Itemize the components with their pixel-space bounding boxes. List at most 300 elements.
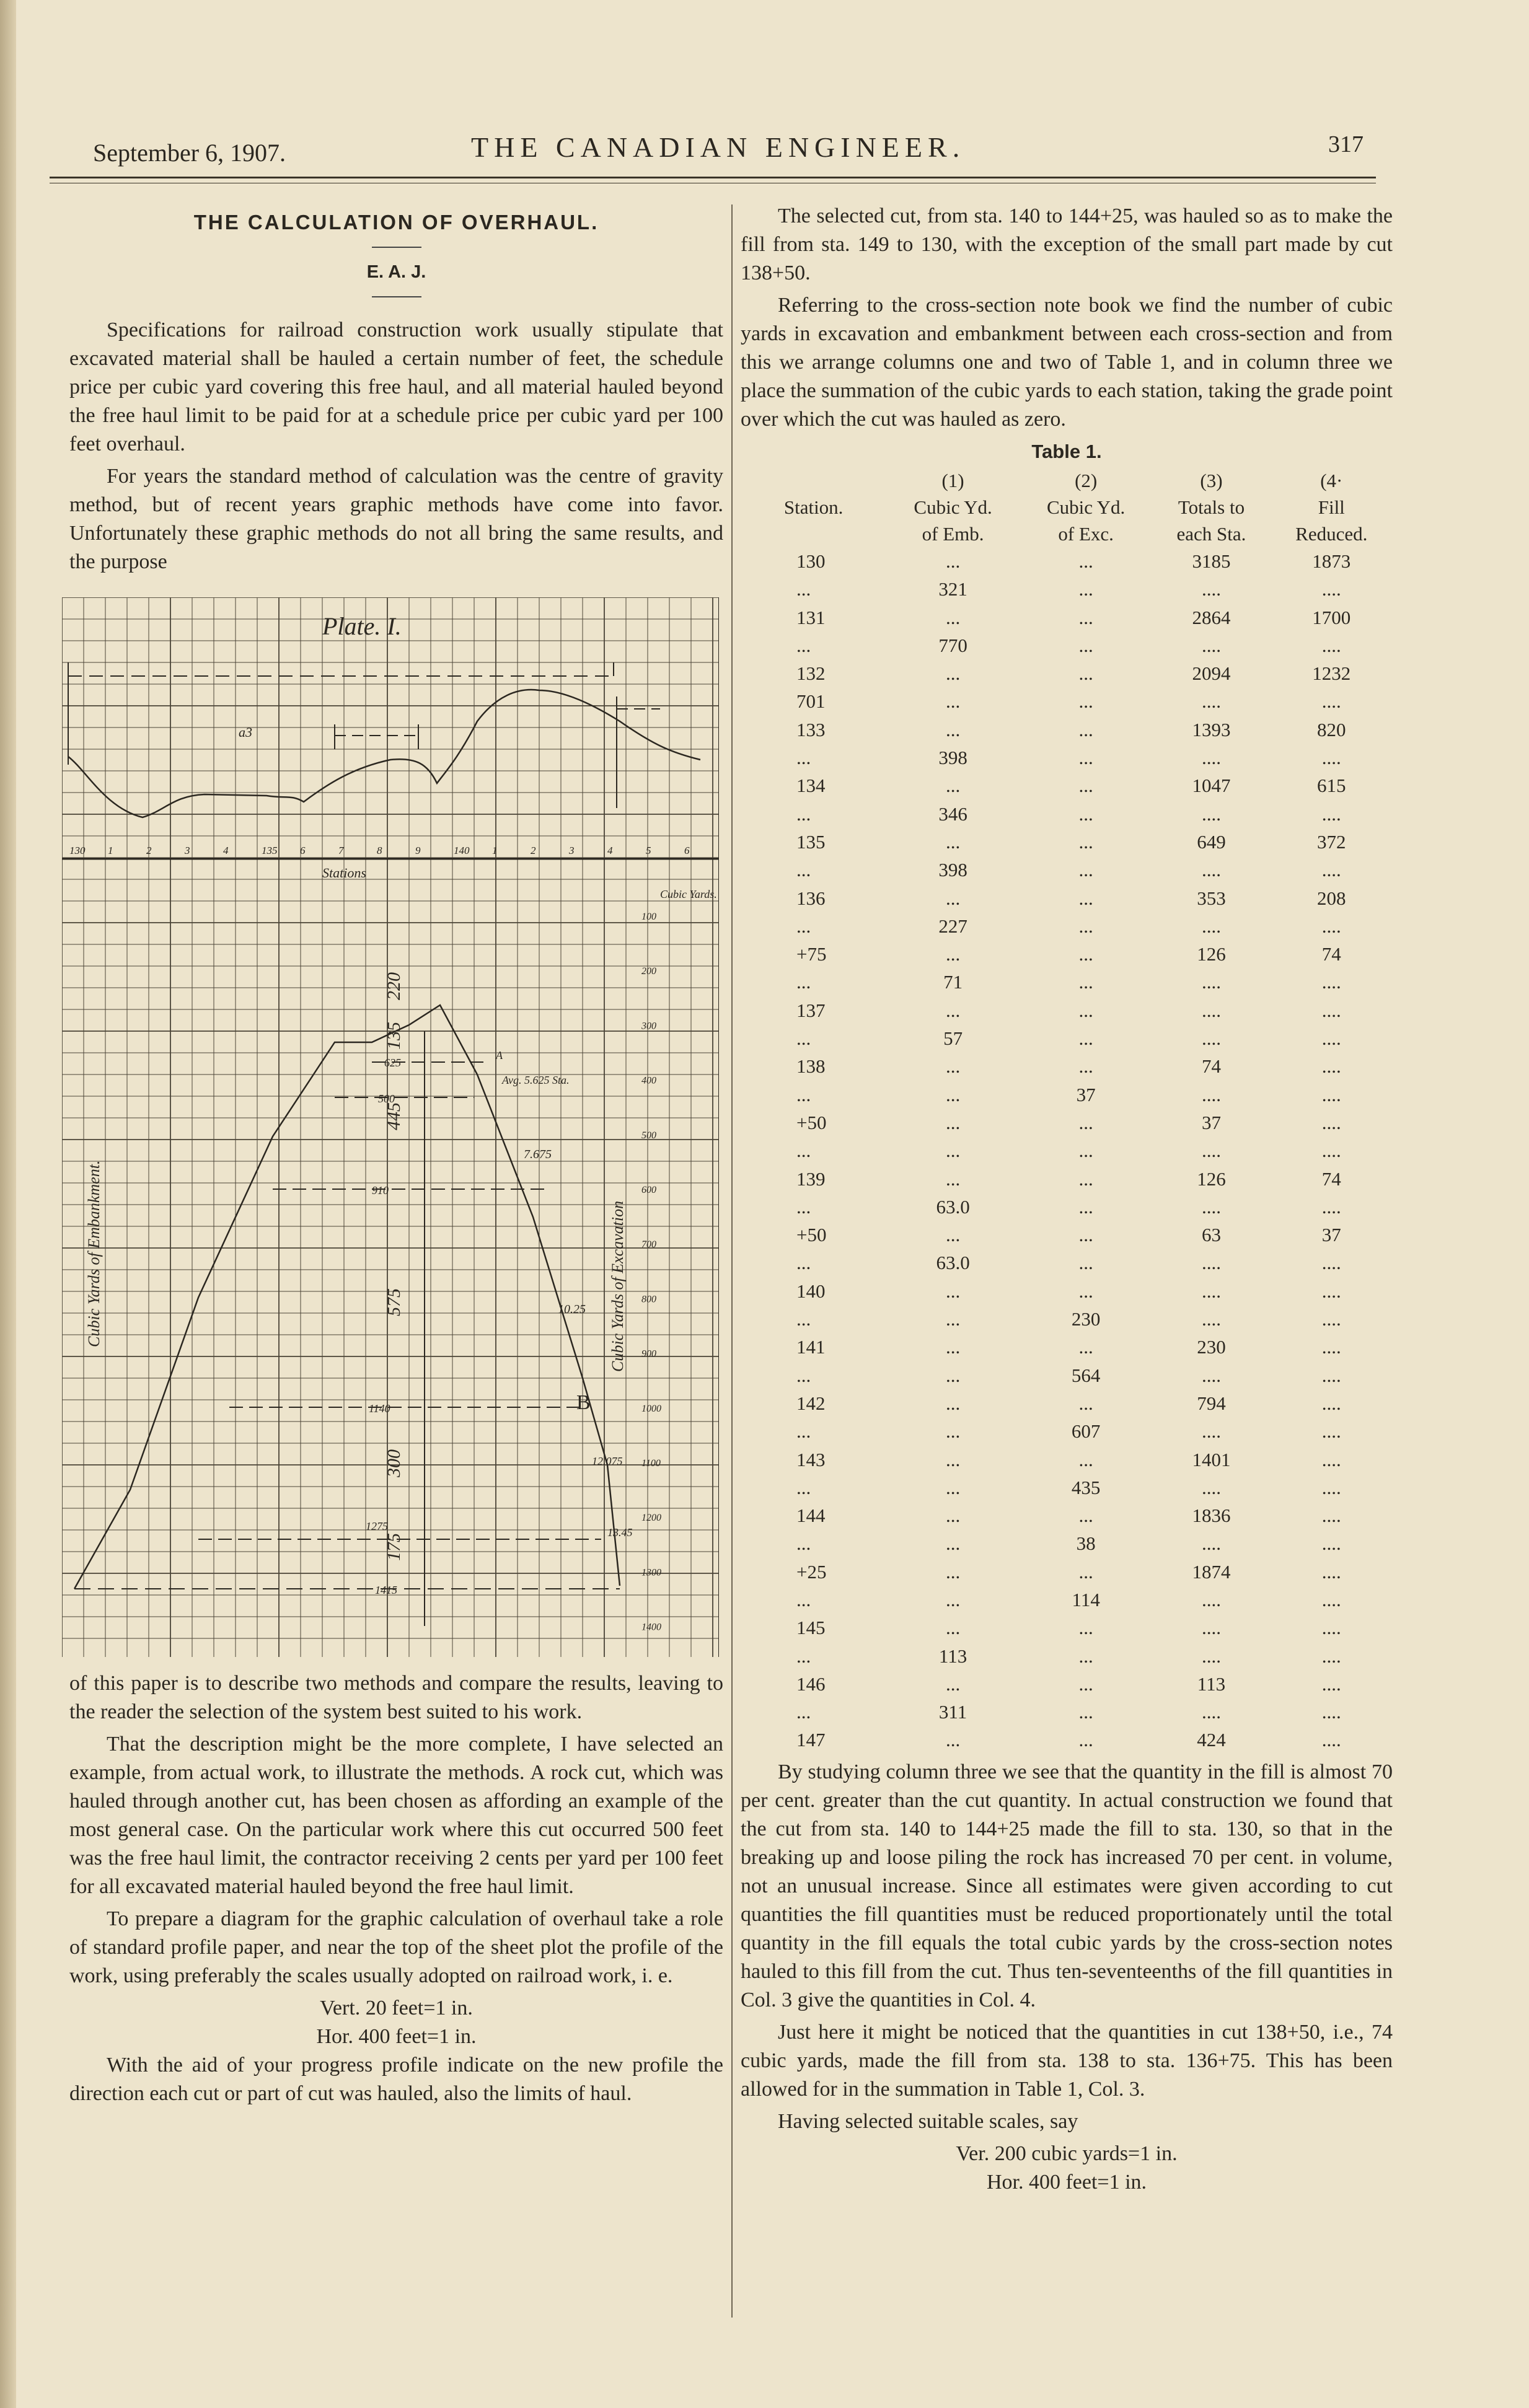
table-row xyxy=(741,1277,1393,1305)
station-cell: 140 xyxy=(796,1280,826,1302)
value-cell: 208 xyxy=(1317,887,1346,909)
station-tick-label: 140 xyxy=(454,845,470,856)
table-row xyxy=(741,547,1393,575)
scale-tick-label: 1300 xyxy=(641,1567,661,1578)
value-cell: ... xyxy=(1078,830,1093,853)
value-cell: .... xyxy=(1321,747,1341,769)
value-cell: .... xyxy=(1201,1195,1221,1218)
paragraph: Having selected suitable scales, say xyxy=(778,2109,1078,2133)
value-cell: ... xyxy=(945,1617,961,1639)
value-cell: 820 xyxy=(1317,718,1346,740)
value-cell: .... xyxy=(1201,1083,1221,1105)
table-row xyxy=(741,1109,1393,1136)
value-cell: 1401 xyxy=(1192,1448,1231,1470)
value-cell: ... xyxy=(1078,690,1093,713)
station-cell: 132 xyxy=(796,662,826,685)
value-cell: .... xyxy=(1201,1588,1221,1610)
station-cell: ... xyxy=(796,578,811,600)
value-cell: 74 xyxy=(1201,1055,1221,1078)
station-cell: 145 xyxy=(796,1617,826,1639)
paragraph: Referring to the cross-section note book we find the number of cubic yards in excavation and embankment between each cross-section and from this we arrange columns one and two of Table 1, and in column three we place the summation of the cubic yards to each station, taking the grade point over which the cut was hauled as zero. xyxy=(741,294,1393,431)
station-cell: ... xyxy=(796,1420,811,1443)
header-rule-top xyxy=(50,177,1376,178)
value-cell: 37 xyxy=(1076,1083,1096,1105)
table-row xyxy=(741,1249,1393,1277)
value-cell: ... xyxy=(945,550,961,572)
table-row xyxy=(741,1417,1393,1445)
value-cell: .... xyxy=(1321,690,1341,713)
value-cell: .... xyxy=(1201,1532,1221,1555)
station-cell: ... xyxy=(796,1027,811,1050)
value-cell: ... xyxy=(1078,747,1093,769)
table-header-row-1 xyxy=(741,494,1393,521)
value-cell: 794 xyxy=(1197,1392,1226,1414)
table-row xyxy=(741,1361,1393,1389)
table-row xyxy=(741,1193,1393,1221)
station-tick-label: 1 xyxy=(492,845,498,856)
value-cell: .... xyxy=(1321,915,1341,937)
scale-tick-label: 1200 xyxy=(641,1513,661,1524)
value-cell: 607 xyxy=(1071,1420,1101,1443)
value-cell: ... xyxy=(945,1505,961,1527)
table-row xyxy=(741,828,1393,856)
value-cell: 126 xyxy=(1197,1167,1226,1190)
station-tick-label: 6 xyxy=(300,845,306,856)
scale-tick-label: 200 xyxy=(641,966,656,977)
station-cell: +25 xyxy=(796,1560,827,1583)
value-cell: ... xyxy=(1078,1701,1093,1723)
scale-horizontal-right: Hor. 400 feet=1 in. xyxy=(986,2170,1147,2194)
column-header: of Exc. xyxy=(1058,523,1114,545)
val-12075-label: 12.075 xyxy=(592,1455,623,1467)
table-row xyxy=(741,1221,1393,1249)
value-cell: .... xyxy=(1201,1701,1221,1723)
plate-label: Plate. I. xyxy=(322,612,402,640)
station-cell: +75 xyxy=(796,943,827,965)
station-cell: 146 xyxy=(796,1672,826,1695)
column-number xyxy=(741,467,886,494)
table-row xyxy=(741,1501,1393,1529)
station-cell: 141 xyxy=(796,1336,826,1358)
station-cell: 701 xyxy=(796,690,826,713)
value-cell: 1836 xyxy=(1192,1505,1231,1527)
value-cell: .... xyxy=(1201,1252,1221,1274)
value-cell: ... xyxy=(1078,1336,1093,1358)
station-tick-label: 3 xyxy=(569,845,575,856)
value-220: 220 xyxy=(384,972,404,1000)
value-cell: ... xyxy=(1078,1645,1093,1667)
station-tick-label: 8 xyxy=(377,845,382,856)
station-cell: 131 xyxy=(796,606,826,628)
val-1025-label: 10.25 xyxy=(558,1303,586,1316)
line-500-label: 500 xyxy=(378,1092,395,1105)
value-cell: 63 xyxy=(1201,1224,1221,1246)
page-gutter xyxy=(0,0,16,2408)
table-row xyxy=(741,1081,1393,1109)
value-445: 445 xyxy=(384,1102,404,1130)
value-cell: 38 xyxy=(1076,1532,1096,1555)
station-tick-label: 5 xyxy=(646,845,651,856)
value-cell: .... xyxy=(1321,1308,1341,1330)
table-row xyxy=(741,1052,1393,1080)
article-title: THE CALCULATION OF OVERHAUL. xyxy=(193,211,599,234)
table-row xyxy=(741,1614,1393,1641)
value-cell: ... xyxy=(945,887,961,909)
a3-label: a3 xyxy=(239,724,252,740)
line-910-label: 910 xyxy=(372,1184,389,1197)
table-row xyxy=(741,1726,1393,1754)
station-cell: ... xyxy=(796,1252,811,1274)
table-body xyxy=(741,547,1393,1754)
left-axis-label: Cubic Yards of Embankment. xyxy=(85,1160,103,1347)
value-cell: 770 xyxy=(938,634,967,656)
value-cell: .... xyxy=(1321,1195,1341,1218)
value-cell: ... xyxy=(945,718,961,740)
table-row xyxy=(741,1670,1393,1698)
avg-label: Avg. 5.625 Sta. xyxy=(502,1074,570,1086)
value-cell: .... xyxy=(1321,1055,1341,1078)
value-cell: ... xyxy=(945,1364,961,1386)
value-cell: ... xyxy=(1078,1617,1093,1639)
scale-tick-label: 500 xyxy=(641,1130,656,1141)
column-header: each Sta. xyxy=(1176,523,1246,545)
value-cell: .... xyxy=(1321,578,1341,600)
right-axis-label: Cubic Yards of Excavation xyxy=(609,1200,627,1372)
table-row xyxy=(741,1474,1393,1501)
value-cell: ... xyxy=(1078,943,1093,965)
station-cell: ... xyxy=(796,1476,811,1498)
scale-tick-label: 1000 xyxy=(641,1403,661,1414)
value-cell: .... xyxy=(1321,1645,1341,1667)
value-cell: ... xyxy=(945,1588,961,1610)
value-cell: ... xyxy=(1078,718,1093,740)
point-b-label: B xyxy=(576,1391,591,1414)
table-row xyxy=(741,968,1393,996)
column-header xyxy=(741,521,886,547)
table-row xyxy=(741,1529,1393,1557)
station-cell: 133 xyxy=(796,718,826,740)
value-cell: 424 xyxy=(1197,1729,1226,1751)
station-cell: 137 xyxy=(796,999,826,1021)
station-cell: ... xyxy=(796,1701,811,1723)
station-cell: ... xyxy=(796,1588,811,1610)
table-row xyxy=(741,940,1393,968)
value-cell: ... xyxy=(1078,662,1093,685)
scale-tick-label: 800 xyxy=(641,1294,656,1305)
value-cell: .... xyxy=(1201,1645,1221,1667)
paragraph: By studying column three we see that the quantity in the fill is almost 70 per cent. greater than the cut quantity. In actual construction we found that the cut from sta. 140 to 144+25 made the fill to sta. 130, so that in the breaking up and loose piling the rock has increased 70 per cent. in volume, not an unusual increase. Since all estimates were given according to cut quantities the fill quantities must be reduced proportionately until the total quantity in the fill equals the total cubic yards by the cross-section notes hauled to this fill from the cut. Thus ten-seventeenths of the fill quantities in Col. 3 give the quantities in Col. 4. xyxy=(741,1760,1393,2011)
value-cell: ... xyxy=(1078,550,1093,572)
table-row xyxy=(741,1333,1393,1361)
value-cell: ... xyxy=(945,1420,961,1443)
station-cell: ... xyxy=(796,971,811,993)
value-cell: .... xyxy=(1321,859,1341,881)
article-author: E. A. J. xyxy=(366,262,426,282)
value-cell: ... xyxy=(945,1224,961,1246)
val-7675-label: 7.675 xyxy=(524,1148,552,1161)
value-cell: 398 xyxy=(938,747,967,769)
station-tick-label: 2 xyxy=(146,845,152,856)
overhaul-diagram xyxy=(62,597,719,1657)
column-header: Reduced. xyxy=(1295,523,1368,545)
table-row xyxy=(741,856,1393,884)
value-cell: 321 xyxy=(938,578,967,600)
column-number: (2) xyxy=(1075,470,1098,491)
column-number: (1) xyxy=(941,470,964,491)
scale-horizontal: Hor. 400 feet=1 in. xyxy=(316,2025,477,2048)
station-cell: 130 xyxy=(796,550,826,572)
value-cell: ... xyxy=(945,662,961,685)
value-cell: ... xyxy=(945,999,961,1021)
byline-rule xyxy=(372,296,421,297)
station-cell: 142 xyxy=(796,1392,826,1414)
value-cell: ... xyxy=(945,1336,961,1358)
value-cell: .... xyxy=(1201,1140,1221,1162)
value-175: 175 xyxy=(384,1533,404,1561)
value-cell: 63.0 xyxy=(936,1195,970,1218)
station-cell: ... xyxy=(796,1645,811,1667)
station-cell: ... xyxy=(796,1140,811,1162)
value-cell: 57 xyxy=(943,1027,963,1050)
scale-tick-label: 400 xyxy=(641,1075,656,1086)
value-cell: ... xyxy=(1078,1448,1093,1470)
table-row xyxy=(741,996,1393,1024)
station-cell: 139 xyxy=(796,1167,826,1190)
station-tick-label: 9 xyxy=(415,845,421,856)
value-cell: 3185 xyxy=(1192,550,1231,572)
scale-tick-label: 900 xyxy=(641,1348,656,1360)
table-title: Table 1. xyxy=(1031,441,1102,462)
value-cell: ... xyxy=(1078,1111,1093,1133)
value-cell: .... xyxy=(1201,1280,1221,1302)
value-cell: 311 xyxy=(938,1701,967,1723)
point-a-label: A xyxy=(496,1049,503,1061)
value-cell: .... xyxy=(1321,1336,1341,1358)
value-cell: ... xyxy=(1078,1729,1093,1751)
issue-date: September 6, 1907. xyxy=(93,139,286,167)
value-cell: 113 xyxy=(938,1645,967,1667)
paragraph: With the aid of your progress profile indicate on the new profile the direction each cut or part of cut was hauled, also the limits of haul. xyxy=(69,2054,723,2105)
table-row xyxy=(741,1024,1393,1052)
station-tick-label: 4 xyxy=(607,845,613,856)
value-cell: .... xyxy=(1321,1111,1341,1133)
value-cell: .... xyxy=(1201,859,1221,881)
value-cell: ... xyxy=(945,1055,961,1078)
value-cell: ... xyxy=(945,1729,961,1751)
value-cell: .... xyxy=(1201,971,1221,993)
val-1345-label: 13.45 xyxy=(607,1526,633,1539)
station-cell: ... xyxy=(796,634,811,656)
table-column-numbers xyxy=(741,467,1393,494)
value-cell: 1873 xyxy=(1312,550,1351,572)
value-cell: 1047 xyxy=(1192,775,1231,797)
line-625-label: 625 xyxy=(384,1057,401,1069)
value-cell: ... xyxy=(1078,1167,1093,1190)
value-cell: .... xyxy=(1321,1420,1341,1443)
value-cell: 1393 xyxy=(1192,718,1231,740)
station-cell: 138 xyxy=(796,1055,826,1078)
value-cell: ... xyxy=(945,1280,961,1302)
paragraph: The selected cut, from sta. 140 to 144+25, was hauled so as to make the fill from sta. 149 to 130, with the exception of the small part made by cut 138+50. xyxy=(741,204,1393,284)
value-cell: ... xyxy=(945,1140,961,1162)
value-cell: ... xyxy=(945,1532,961,1555)
value-cell: 649 xyxy=(1197,830,1226,853)
station-cell: ... xyxy=(796,1195,811,1218)
value-cell: 114 xyxy=(1072,1588,1100,1610)
value-cell: 1700 xyxy=(1312,606,1351,628)
value-cell: .... xyxy=(1321,1448,1341,1470)
column-divider xyxy=(731,204,733,2318)
station-cell: ... xyxy=(796,1364,811,1386)
station-cell: +50 xyxy=(796,1224,827,1246)
value-cell: 227 xyxy=(938,915,967,937)
right-column xyxy=(741,202,1393,2197)
station-cell: 134 xyxy=(796,775,826,797)
table-row xyxy=(741,912,1393,940)
table-row xyxy=(741,744,1393,771)
value-135: 135 xyxy=(384,1022,404,1050)
value-cell: .... xyxy=(1201,747,1221,769)
table-row xyxy=(741,1558,1393,1586)
value-cell: 615 xyxy=(1317,775,1346,797)
paragraph: of this paper is to describe two methods and compare the results, leaving to the reader the selection of the system best suited to his work. xyxy=(69,1672,723,1723)
value-cell: .... xyxy=(1321,999,1341,1021)
value-cell: 230 xyxy=(1197,1336,1226,1358)
value-cell: .... xyxy=(1321,634,1341,656)
table-row xyxy=(741,604,1393,631)
table-row xyxy=(741,1642,1393,1670)
value-cell: .... xyxy=(1321,971,1341,993)
value-cell: .... xyxy=(1321,1701,1341,1723)
value-cell: 230 xyxy=(1071,1308,1101,1330)
table-row xyxy=(741,771,1393,799)
value-cell: 1874 xyxy=(1192,1560,1231,1583)
column-header: Cubic Yd. xyxy=(914,496,992,518)
value-cell: .... xyxy=(1321,1364,1341,1386)
station-cell: ... xyxy=(796,1083,811,1105)
value-cell: .... xyxy=(1321,1027,1341,1050)
station-tick-label: 1 xyxy=(108,845,113,856)
station-tick-label: 130 xyxy=(69,845,86,856)
column-header: Fill xyxy=(1318,496,1345,518)
table-row xyxy=(741,1136,1393,1164)
station-cell: ... xyxy=(796,747,811,769)
value-cell: ... xyxy=(1078,971,1093,993)
plate-figure xyxy=(62,597,719,1657)
value-cell: ... xyxy=(1078,1140,1093,1162)
station-cell: ... xyxy=(796,915,811,937)
value-cell: ... xyxy=(1078,1027,1093,1050)
station-tick-label: 7 xyxy=(338,845,344,856)
value-cell: ... xyxy=(1078,634,1093,656)
value-cell: 113 xyxy=(1197,1672,1226,1695)
table-row xyxy=(741,1698,1393,1726)
table-header-row-2 xyxy=(741,521,1393,547)
station-cell: ... xyxy=(796,859,811,881)
line-1140-label: 1140 xyxy=(369,1402,390,1415)
station-cell: ... xyxy=(796,1308,811,1330)
value-cell: ... xyxy=(945,775,961,797)
table-row xyxy=(741,1586,1393,1614)
value-cell: ... xyxy=(945,1167,961,1190)
station-tick-label: 6 xyxy=(684,845,690,856)
value-cell: ... xyxy=(1078,1195,1093,1218)
value-cell: .... xyxy=(1201,1027,1221,1050)
value-cell: .... xyxy=(1321,1083,1341,1105)
table-row xyxy=(741,800,1393,828)
table-row xyxy=(741,631,1393,659)
value-cell: ... xyxy=(1078,578,1093,600)
value-cell: ... xyxy=(1078,1224,1093,1246)
value-cell: ... xyxy=(945,830,961,853)
value-cell: ... xyxy=(945,1448,961,1470)
value-cell: 74 xyxy=(1321,943,1341,965)
scale-tick-label: 300 xyxy=(641,1021,656,1032)
column-number: (4· xyxy=(1320,470,1343,491)
line-1275-label: 1275 xyxy=(366,1520,388,1532)
value-cell: ... xyxy=(945,606,961,628)
value-cell: 353 xyxy=(1197,887,1226,909)
value-cell: .... xyxy=(1321,802,1341,825)
value-cell: ... xyxy=(1078,1505,1093,1527)
value-cell: .... xyxy=(1201,690,1221,713)
station-tick-label: 4 xyxy=(223,845,229,856)
table-row xyxy=(741,884,1393,912)
value-cell: ... xyxy=(945,1083,961,1105)
value-cell: 372 xyxy=(1317,830,1346,853)
value-cell: 63.0 xyxy=(936,1252,970,1274)
table-row xyxy=(741,687,1393,715)
column-number: (3) xyxy=(1200,470,1223,491)
value-cell: ... xyxy=(1078,859,1093,881)
scale-tick-label: 1400 xyxy=(641,1622,661,1633)
table-row xyxy=(741,716,1393,744)
column-header: Station. xyxy=(783,496,844,518)
overhaul-table xyxy=(741,467,1393,1754)
value-cell: ... xyxy=(1078,1672,1093,1695)
paragraph: That the description might be the more complete, I have selected an example, from actual work, to illustrate the methods. A rock cut, which was hauled through another cut, has been chosen as affording an example of the most general case. On the particular work where this cut occurred 500 feet was the free haul limit, the contractor receiving 2 cents per yard per 100 feet for all excavated material hauled beyond the free haul limit. xyxy=(69,1733,723,1898)
value-cell: 1232 xyxy=(1312,662,1351,685)
value-cell: ... xyxy=(1078,1560,1093,1583)
value-cell: ... xyxy=(945,943,961,965)
value-cell: .... xyxy=(1321,1505,1341,1527)
value-cell: ... xyxy=(1078,1392,1093,1414)
column-header: of Emb. xyxy=(922,523,984,545)
value-300: 300 xyxy=(384,1449,404,1477)
value-cell: 2094 xyxy=(1192,662,1231,685)
value-cell: .... xyxy=(1201,1420,1221,1443)
page-number: 317 xyxy=(1328,131,1364,157)
scale-vertical: Vert. 20 feet=1 in. xyxy=(320,1997,473,2019)
station-cell: 135 xyxy=(796,830,826,853)
column-header: Cubic Yd. xyxy=(1047,496,1126,518)
value-cell: ... xyxy=(1078,1252,1093,1274)
value-cell: .... xyxy=(1321,1280,1341,1302)
value-cell: .... xyxy=(1201,634,1221,656)
value-cell: ... xyxy=(1078,1280,1093,1302)
stations-label: Stations xyxy=(322,865,366,881)
value-cell: ... xyxy=(945,1560,961,1583)
value-cell: .... xyxy=(1321,1140,1341,1162)
value-cell: 346 xyxy=(938,802,967,825)
value-cell: .... xyxy=(1201,1364,1221,1386)
value-cell: .... xyxy=(1321,1252,1341,1274)
value-cell: 2864 xyxy=(1192,606,1231,628)
value-cell: .... xyxy=(1321,1532,1341,1555)
value-cell: .... xyxy=(1201,915,1221,937)
value-cell: ... xyxy=(1078,887,1093,909)
value-cell: 74 xyxy=(1321,1167,1341,1190)
